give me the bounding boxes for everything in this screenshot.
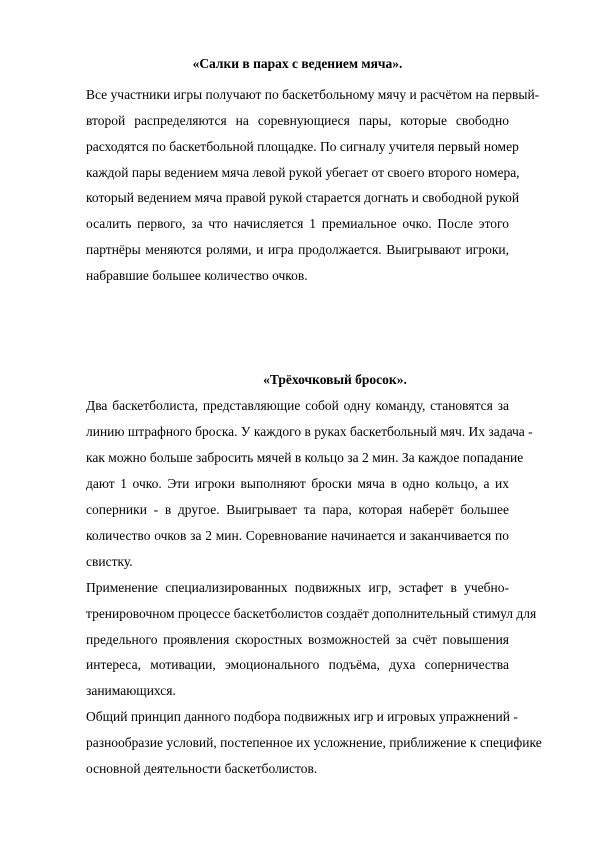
- text-line: тренировочном процессе баскетболистов создаёт дополнительный стимул для: [86, 606, 537, 621]
- section-title-three-point-shot: «Трёхочковый бросок».: [263, 372, 407, 387]
- text-line: занимающихся.: [86, 683, 176, 698]
- text-line: Общий принцип данного подбора подвижных игр и игровых упражнений -: [86, 709, 518, 724]
- text-line: второй распределяются на соревнующиеся пары, которые свободно: [86, 113, 509, 128]
- text-line: осалить первого, за что начисляется 1 премиальное очко. После этого: [86, 216, 509, 231]
- text-line: Два баскетболиста, представляющие собой одну команду, становятся за: [86, 398, 509, 413]
- text-line: который ведением мяча правой рукой старается догнать и свободной рукой: [86, 190, 520, 205]
- text-line: разнообразие условий, постепенное их усложнение, приближение к специфике: [86, 735, 542, 750]
- text-line: Применение специализированных подвижных игр, эстафет в учебно-: [86, 580, 509, 595]
- text-line: каждой пары ведением мяча левой рукой убегает от своего второго номера,: [86, 165, 520, 180]
- text-line: расходятся по баскетбольной площадке. По сигналу учителя первый номер: [86, 139, 519, 154]
- text-line: интереса, мотивации, эмоционального подъёма, духа соперничества: [86, 657, 509, 672]
- text-line: предельного проявления скоростных возможностей за счёт повышения: [86, 632, 509, 647]
- text-line: количество очков за 2 мин. Соревнование начинается и заканчивается по: [86, 528, 509, 543]
- text-line: линию штрафного броска. У каждого в руках баскетбольный мяч. Их задача -: [86, 424, 533, 439]
- text-line: партнёры меняются ролями, и игра продолжается. Выигрывают игроки,: [86, 242, 509, 257]
- text-line: набравшие большее количество очков.: [86, 268, 308, 283]
- text-line: Все участники игры получают по баскетбольному мячу и расчётом на первый-: [86, 87, 540, 102]
- text-line: свистку.: [86, 554, 133, 569]
- text-line: соперники - в другое. Выигрывает та пара, которая наберёт большее: [86, 502, 509, 517]
- section-title-tag-in-pairs: «Салки в парах с ведением мяча».: [192, 56, 403, 71]
- text-line: основной деятельности баскетболистов.: [86, 761, 318, 776]
- text-line: дают 1 очко. Эти игроки выполняют броски мяча в одно кольцо, а их: [86, 476, 509, 491]
- text-line: как можно больше забросить мячей в кольцо за 2 мин. За каждое попадание: [86, 450, 524, 465]
